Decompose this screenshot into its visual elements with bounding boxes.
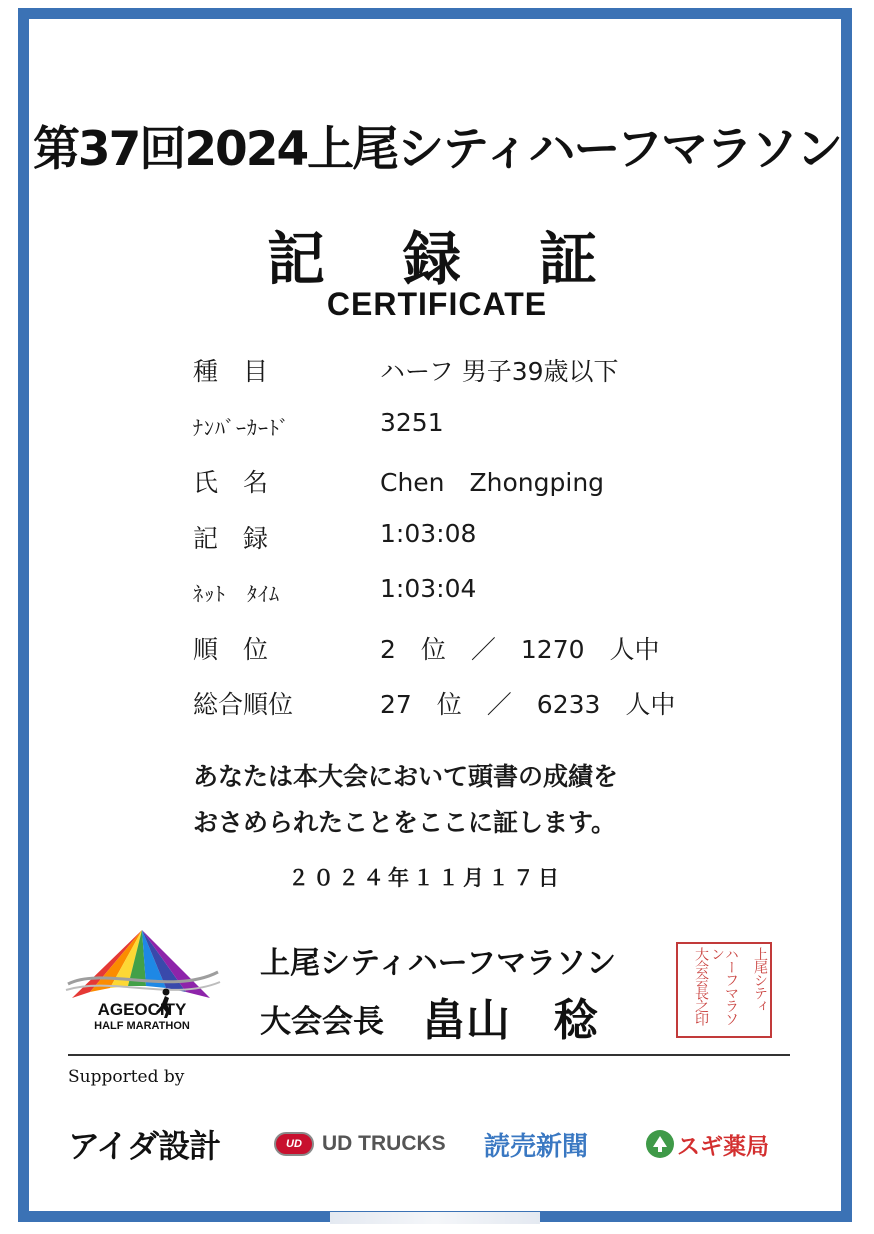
overall-rank-value: 27 位 ／ 6233 人中 [380,690,676,719]
rainbow-tent-icon [66,930,220,998]
logo-text-ageocity: AGEOCITY [97,1000,187,1019]
certificate-title-en: CERTIFICATE [326,286,548,322]
leaf-icon [646,1130,674,1158]
sponsor-aida: アイダ設計 [68,1127,221,1165]
sponsor-yomiuri: 読売新聞 [484,1131,589,1162]
seal-text-3: 上尾シティ [752,947,768,1012]
record-row-net-time [0,574,874,614]
official-seal [676,942,772,1038]
ud-badge-icon: UD [274,1132,314,1156]
record-row-overall-rank [0,685,874,725]
statement-line-1: あなたは本大会において頭書の成績を [193,762,619,791]
bib-label: ﾅﾝﾊﾞｰｶｰﾄﾞ [193,416,290,440]
logo-text-half-marathon: HALF MARATHON [94,1020,190,1032]
event-title: 第37回2024上尾シティハーフマラソン [32,122,842,177]
footer-divider [68,1054,790,1056]
record-row-category [0,352,874,392]
sponsor-ud-trucks [274,1124,446,1164]
time-label: 記 録 [193,524,269,553]
seal-text-2: ハーフマラソン [709,947,739,1025]
president-title: 大会会長 [260,1004,384,1040]
bottom-scroll-bar [330,1212,540,1224]
ud-trucks-label: UD TRUCKS [322,1132,446,1155]
time-value: 1:03:08 [380,519,477,548]
supported-by-label: Supported by [68,1067,185,1087]
sugi-label: スギ薬局 [677,1133,769,1160]
name-label: 氏 名 [193,468,269,497]
certificate-title-jp: 記 録 証 [266,225,607,293]
record-row-time [0,519,874,559]
seal-text-1: 大会会長之印 [693,947,709,1025]
bib-value: 3251 [380,408,444,437]
president-name: 畠山 稔 [422,995,598,1046]
statement-line-2: おさめられたことをここに証します。 [193,808,617,837]
runner-name: Chen Zhongping [380,468,605,497]
rank-value: 2 位 ／ 1270 人中 [380,635,660,664]
record-row-name [0,463,874,503]
organizer-name: 上尾シティハーフマラソン [260,946,617,981]
category-label: 種 目 [193,357,269,386]
overall-rank-label: 総合順位 [193,690,294,719]
category-value: ハーフ 男子39歳以下 [380,357,619,386]
rank-label: 順 位 [193,635,269,664]
issue-date: ２０２４年１１月１７日 [288,865,563,890]
record-row-bib [0,408,874,448]
net-time-value: 1:03:04 [380,574,477,603]
sponsor-sugi [646,1124,769,1164]
net-time-label: ﾈｯﾄ ﾀｲﾑ [193,582,280,606]
record-row-rank [0,630,874,670]
